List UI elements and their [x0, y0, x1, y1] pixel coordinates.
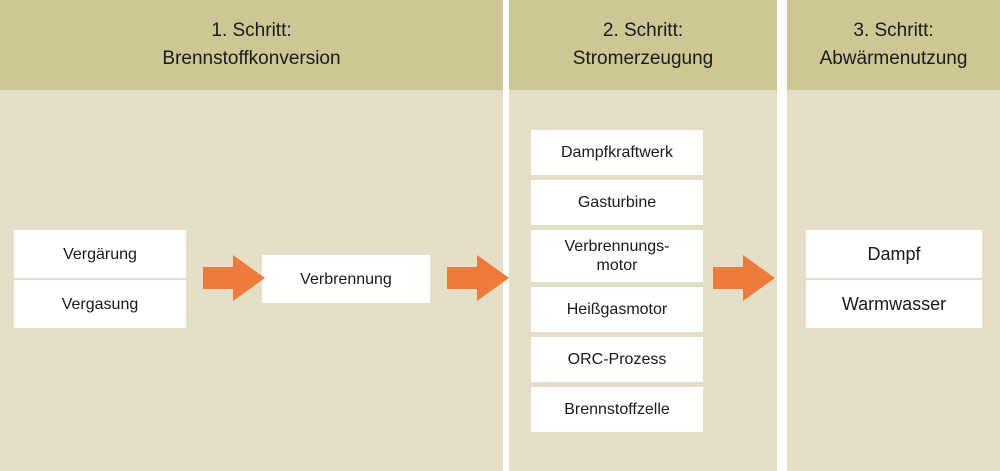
process-box-gasturbine: Gasturbine — [531, 180, 703, 225]
process-box-verbrennungsmotor — [531, 230, 703, 282]
column-step-2-title-line1: 2. Schritt: — [602, 20, 684, 41]
arrow-1-head — [233, 255, 265, 301]
arrow-2-head — [477, 255, 509, 301]
column-step-3 — [787, 0, 1000, 471]
process-box-verbrennung: Verbrennung — [262, 255, 430, 303]
arrow-3-head — [743, 255, 775, 301]
process-box-brennstoffzelle: Brennstoffzelle — [531, 387, 703, 432]
arrow-3-icon — [713, 255, 775, 301]
column-step-2-title-line2: Stromerzeugung — [572, 48, 714, 69]
process-box-verbrennungsmotor-line1: Verbrennungs- — [564, 238, 670, 255]
process-box-dampf: Dampf — [806, 230, 982, 278]
column-step-3-title-line2: Abwärmenutzung — [819, 48, 968, 69]
arrow-2-shaft — [447, 267, 481, 289]
column-step-1-title-line2: Brennstoffkonversion — [162, 48, 341, 69]
process-box-verbrennungsmotor-line2: motor — [596, 257, 638, 274]
arrow-1-icon — [203, 255, 265, 301]
process-box-vergasung: Vergasung — [14, 280, 186, 328]
column-step-3-body — [787, 90, 1000, 471]
arrow-1-shaft — [203, 267, 237, 289]
column-step-1-header — [0, 0, 503, 90]
arrow-2-icon — [447, 255, 509, 301]
process-box-heissgasmotor: Heißgasmotor — [531, 287, 703, 332]
process-box-dampfkraftwerk: Dampfkraftwerk — [531, 130, 703, 175]
process-box-vergaerung: Vergärung — [14, 230, 186, 278]
column-step-2 — [509, 0, 777, 471]
process-box-warmwasser: Warmwasser — [806, 280, 982, 328]
column-step-3-title-line1: 3. Schritt: — [853, 20, 934, 41]
column-step-1-title-line1: 1. Schritt: — [211, 20, 292, 41]
column-step-2-header — [509, 0, 777, 90]
process-box-orc-prozess: ORC-Prozess — [531, 337, 703, 382]
arrow-3-shaft — [713, 267, 747, 289]
column-step-3-header — [787, 0, 1000, 90]
